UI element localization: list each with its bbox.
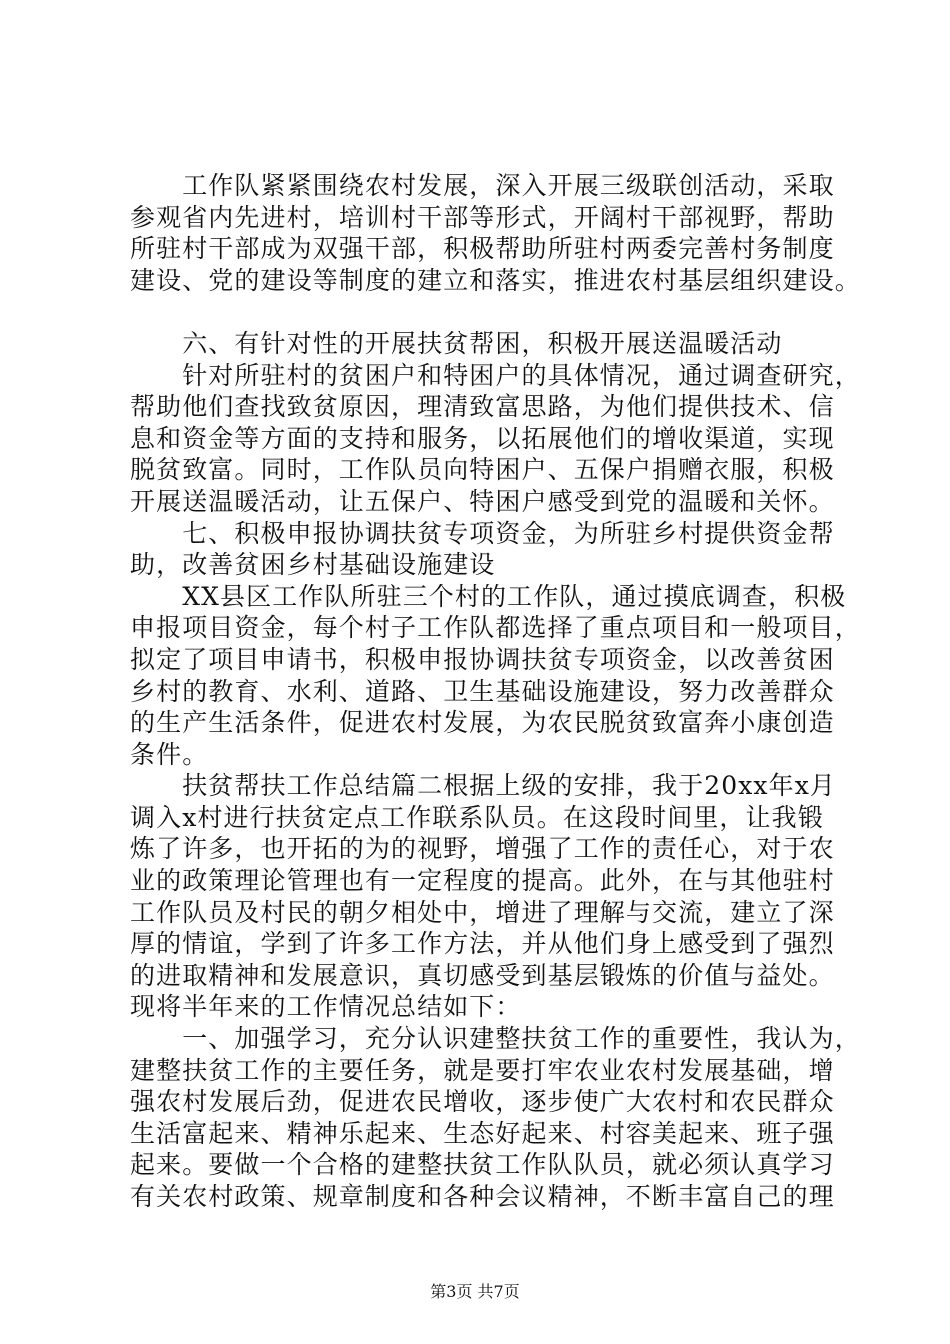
text-line: 条件。 xyxy=(130,739,209,769)
text-line: 拟定了项目申请书，积极申报协调扶贫专项资金，以改善贫困 xyxy=(130,644,835,674)
paragraph-summary-part-two xyxy=(130,770,837,1023)
text-line: 生活富起来、精神乐起来、生态好起来、村容美起来、班子强 xyxy=(130,1118,835,1148)
heading-line: 六、有针对性的开展扶贫帮困，积极开展送温暖活动 xyxy=(130,328,783,358)
text-line: 息和资金等方面的支持和服务，以拓展他们的增收渠道，实现 xyxy=(130,423,835,453)
text-line: 针对所驻村的贫困户和特困户的具体情况，通过调查研究， xyxy=(130,360,861,390)
text-line: 厚的情谊，学到了许多工作方法，并从他们身上感受到了强烈 xyxy=(130,929,835,959)
document-body xyxy=(130,170,861,1213)
text-line: 炼了许多，也开拓的为的视野，增强了工作的责任心，对于农 xyxy=(130,834,835,864)
text-line: 扶贫帮扶工作总结篇二根据上级的安排，我于20xx年x月 xyxy=(130,771,837,801)
text-line: 起来。要做一个合格的建整扶贫工作队队员，就必须认真学习 xyxy=(130,1150,835,1180)
text-line: 乡村的教育、水利、道路、卫生基础设施建设，努力改善群众 xyxy=(130,676,835,706)
text-line: 建设、党的建设等制度的建立和落实，推进农村基层组织建设。 xyxy=(130,265,861,295)
text-line: 工作队员及村民的朝夕相处中，增进了理解与交流，建立了深 xyxy=(130,897,835,927)
text-line: 业的政策理论管理也有一定程度的提高。此外，在与其他驻村 xyxy=(130,866,835,896)
paragraph-strengthen-learning xyxy=(130,1023,861,1213)
text-line: 现将半年来的工作情况总结如下： xyxy=(130,992,522,1022)
page-number-footer: 第3页 共7页 xyxy=(430,1282,520,1301)
text-line: 申报项目资金，每个村子工作队都选择了重点项目和一般项目， xyxy=(130,613,861,643)
text-line: 的生产生活条件，促进农村发展，为农民脱贫致富奔小康创造 xyxy=(130,708,835,738)
heading-line: 助，改善贫困乡村基础设施建设 xyxy=(130,550,496,580)
paragraph-project-funding xyxy=(130,581,861,771)
text-line: 调入x村进行扶贫定点工作联系队员。在这段时间里，让我锻 xyxy=(130,802,824,832)
text-line: 建整扶贫工作的主要任务，就是要打牢农业农村发展基础，增 xyxy=(130,1055,835,1085)
text-line: 一、加强学习，充分认识建整扶贫工作的重要性，我认为， xyxy=(130,1024,861,1054)
text-line: 有关农村政策、规章制度和各种会议精神，不断丰富自己的理 xyxy=(130,1182,835,1211)
paragraph-rural-organization xyxy=(130,170,861,296)
section-heading-six xyxy=(130,328,830,360)
paragraph-poverty-assistance xyxy=(130,360,861,518)
text-line: 帮助他们查找致贫原因，理清致富思路，为他们提供技术、信 xyxy=(130,392,835,422)
text-line: 参观省内先进村，培训村干部等形式，开阔村干部视野，帮助 xyxy=(130,202,835,232)
text-line: 的进取精神和发展意识，真切感受到基层锻炼的价值与益处。 xyxy=(130,960,835,990)
text-line: 开展送温暖活动，让五保户、特困户感受到党的温暖和关怀。 xyxy=(130,486,835,516)
paragraph-spacer xyxy=(130,296,830,328)
text-line: 所驻村干部成为双强干部，积极帮助所驻村两委完善村务制度 xyxy=(130,234,835,264)
section-heading-seven xyxy=(130,518,835,581)
text-line: 强农村发展后劲，促进农民增收，逐步使广大农村和农民群众 xyxy=(130,1087,835,1117)
text-line: 脱贫致富。同时，工作队员向特困户、五保户捐赠衣服，积极 xyxy=(130,455,835,485)
text-line: 工作队紧紧围绕农村发展，深入开展三级联创活动，采取 xyxy=(130,171,835,200)
heading-line: 七、积极申报协调扶贫专项资金，为所驻乡村提供资金帮 xyxy=(130,518,835,548)
text-line: XX县区工作队所驻三个村的工作队，通过摸底调查，积极 xyxy=(130,581,847,611)
